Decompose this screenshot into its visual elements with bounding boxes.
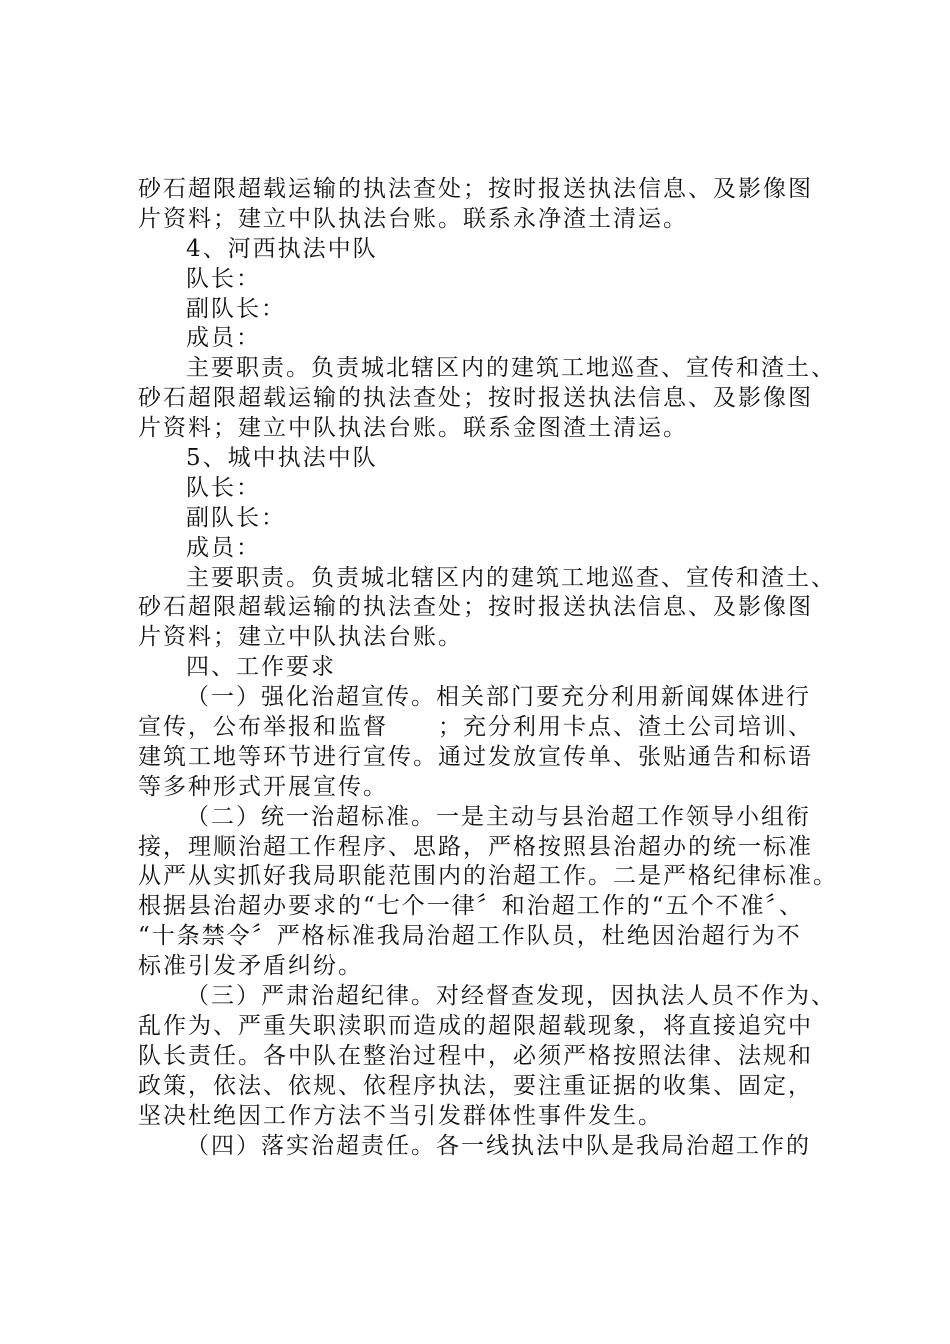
text-line: 4、河西执法中队 bbox=[186, 235, 378, 262]
text-line: 主要职责。负责城北辖区内的建筑工地巡查、宣传和渣土、 bbox=[186, 564, 836, 591]
text-line: 政策，依法、依规、依程序执法，要注重证据的收集、固定， bbox=[138, 1072, 813, 1099]
text-line: 队长： bbox=[186, 474, 261, 501]
text-line: 副队长： bbox=[186, 295, 286, 322]
text-line: （一）强化治超宣传。相关部门要充分利用新闻媒体进行 bbox=[186, 684, 811, 711]
text-line: 成员： bbox=[186, 534, 261, 561]
text-line: 主要职责。负责城北辖区内的建筑工地巡查、宣传和渣土、 bbox=[186, 355, 836, 382]
text-line: 片资料；建立中队执法台账。联系永净渣土清运。 bbox=[138, 205, 688, 232]
text-line: （三）严肃治超纪律。对经督查发现，因执法人员不作为、 bbox=[186, 983, 836, 1010]
text-line: 队长： bbox=[186, 265, 261, 292]
text-line: 队长责任。各中队在整治过程中，必须严格按照法律、法规和 bbox=[138, 1042, 813, 1069]
text-line: 砂石超限超载运输的执法查处；按时报送执法信息、及影像图 bbox=[138, 176, 813, 202]
text-line: 接，理顺治超工作程序、思路，严格按照县治超办的统一标准 bbox=[138, 833, 813, 860]
text-line: （四）落实治超责任。各一线执法中队是我局治超工作的 bbox=[186, 1132, 811, 1159]
text-line: 坚决杜绝因工作方法不当引发群体性事件发生。 bbox=[138, 1102, 663, 1129]
text-line: 5、城中执法中队 bbox=[186, 445, 378, 472]
text-line: 四、工作要求 bbox=[186, 654, 336, 681]
text-line: 等多种形式开展宣传。 bbox=[138, 773, 388, 800]
text-line: （二）统一治超标准。一是主动与县治超工作领导小组衔 bbox=[186, 803, 811, 830]
text-line: 副队长： bbox=[186, 504, 286, 531]
document-body bbox=[138, 175, 838, 1161]
text-line: 片资料；建立中队执法台账。 bbox=[138, 624, 463, 651]
text-line: 建筑工地等环节进行宣传。通过发放宣传单、张贴通告和标语 bbox=[138, 743, 813, 770]
text-line: 砂石超限超载运输的执法查处；按时报送执法信息、及影像图 bbox=[138, 594, 813, 621]
text-line: 片资料；建立中队执法台账。联系金图渣土清运。 bbox=[138, 415, 688, 442]
text-line: 宣传，公布举报和监督 ；充分利用卡点、渣土公司培训、 bbox=[138, 714, 813, 741]
text-line: 根据县治超办要求的“七个一律〞和治超工作的“五个不准〞、 bbox=[138, 893, 805, 920]
text-line: 成员： bbox=[186, 325, 261, 352]
text-line: 砂石超限超载运输的执法查处；按时报送执法信息、及影像图 bbox=[138, 385, 813, 412]
text-line: 标准引发矛盾纠纷。 bbox=[138, 953, 363, 980]
text-line: 乱作为、严重失职渎职而造成的超限超载现象，将直接追究中 bbox=[138, 1012, 813, 1039]
text-line: “十条禁令〞严格标准我局治超工作队员，杜绝因治超行为不 bbox=[138, 923, 802, 950]
text-line: 从严从实抓好我局职能范围内的治超工作。二是严格纪律标准。 bbox=[138, 863, 838, 890]
